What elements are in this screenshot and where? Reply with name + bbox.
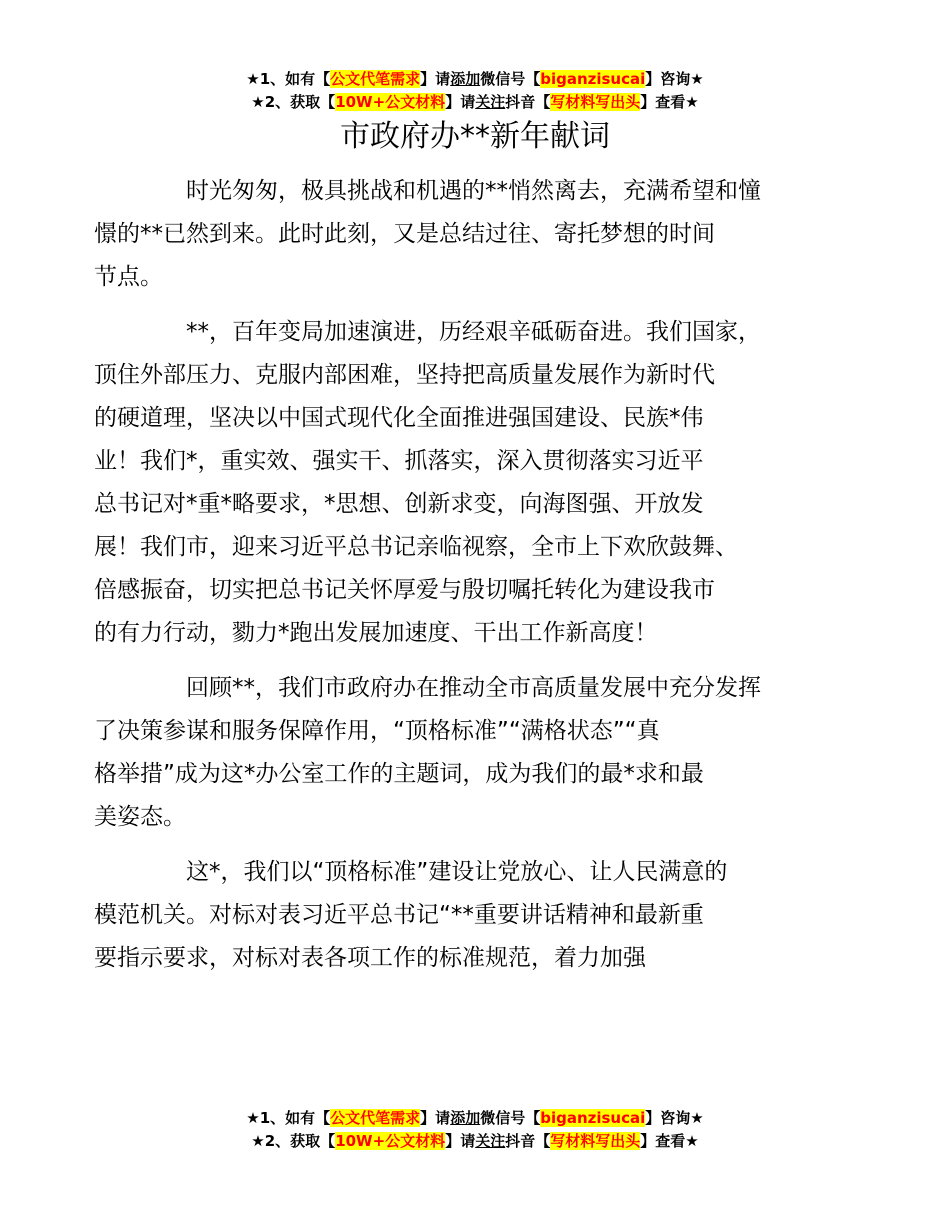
banner-text: ★2、获取【 bbox=[251, 1132, 336, 1150]
paragraph-line: 美姿态。 bbox=[94, 804, 186, 830]
banner-text: 】请 bbox=[445, 93, 476, 111]
banner-highlight: 写材料写出头 bbox=[550, 1132, 641, 1150]
banner-text: 抖音【 bbox=[505, 93, 551, 111]
banner-underlined-text: 关注 bbox=[475, 1132, 506, 1150]
paragraph-line: 总书记对*重*略要求，*思想、创新求变，向海图强、开放发 bbox=[94, 491, 704, 517]
banner-line-2 bbox=[0, 1130, 950, 1153]
banner-text: 】请 bbox=[420, 1109, 451, 1127]
paragraph-line: **，百年变局加速演进，历经艰辛砥砺奋进。我们国家， bbox=[186, 319, 761, 345]
banner-underlined-text: 关注 bbox=[475, 93, 506, 111]
banner-text: 】查看★ bbox=[640, 1132, 699, 1150]
paragraph-line: 的有力行动，勠力*跑出发展加速度、干出工作新高度！ bbox=[94, 620, 658, 646]
body-paragraph bbox=[94, 311, 812, 655]
paragraph-line: 业！我们*，重实效、强实干、抓落实，深入贯彻落实习近平 bbox=[94, 448, 704, 474]
banner-line-1 bbox=[0, 1107, 950, 1130]
paragraph-line: 倍感振奋，切实把总书记关怀厚爱与殷切嘱托转化为建设我市 bbox=[94, 577, 715, 603]
paragraph-line: 节点。 bbox=[94, 264, 163, 290]
banner-highlight: biganzisucai bbox=[540, 70, 646, 88]
paragraph-line: 顶住外部压力、克服内部困难，坚持把高质量发展作为新时代 bbox=[94, 362, 715, 388]
banner-text: 】咨询★ bbox=[645, 1109, 704, 1127]
body-paragraph bbox=[94, 667, 812, 839]
banner-text: 】查看★ bbox=[640, 93, 699, 111]
body-paragraph bbox=[94, 170, 812, 299]
banner-text: 微信号【 bbox=[480, 1109, 541, 1127]
body-paragraph bbox=[94, 851, 812, 980]
banner-highlight: 10W+公文材料 bbox=[335, 1132, 446, 1150]
paragraph-line: 的硬道理，坚决以中国式现代化全面推进强国建设、民族*伟 bbox=[94, 405, 704, 431]
document-body bbox=[94, 170, 812, 992]
banner-underlined-text: 添加 bbox=[450, 70, 481, 88]
paragraph-line: 格举措”成为这*办公室工作的主题词，成为我们的最*求和最 bbox=[94, 761, 704, 787]
paragraph-line: 这*，我们以“顶格标准”建设让党放心、让人民满意的 bbox=[186, 859, 728, 885]
banner-highlight: 公文代笔需求 bbox=[330, 70, 421, 88]
paragraph-line: 回顾**，我们市政府办在推动全市高质量发展中充分发挥 bbox=[186, 675, 761, 701]
banner-underlined-text: 添加 bbox=[450, 1109, 481, 1127]
banner-text: ★2、获取【 bbox=[251, 93, 336, 111]
banner-highlight: 10W+公文材料 bbox=[335, 93, 446, 111]
paragraph-line: 憬的**已然到来。此时此刻，又是总结过往、寄托梦想的时间 bbox=[94, 221, 715, 247]
paragraph-line: 时光匆匆，极具挑战和机遇的**悄然离去，充满希望和憧 bbox=[186, 178, 761, 204]
banner-highlight: 写材料写出头 bbox=[550, 93, 641, 111]
banner-highlight: 公文代笔需求 bbox=[330, 1109, 421, 1127]
banner-highlight: biganzisucai bbox=[540, 1109, 646, 1127]
paragraph-line: 要指示要求，对标对表各项工作的标准规范，着力加强 bbox=[94, 945, 646, 971]
banner-text: 】咨询★ bbox=[645, 70, 704, 88]
paragraph-line: 展！我们市，迎来习近平总书记亲临视察，全市上下欢欣鼓舞、 bbox=[94, 534, 738, 560]
banner-text: ★1、如有【 bbox=[246, 70, 331, 88]
banner-text: 微信号【 bbox=[480, 70, 541, 88]
paragraph-line: 模范机关。对标对表习近平总书记“**重要讲话精神和最新重 bbox=[94, 902, 704, 928]
banner-line-2 bbox=[0, 91, 950, 114]
banner-text: 抖音【 bbox=[505, 1132, 551, 1150]
banner-text: ★1、如有【 bbox=[246, 1109, 331, 1127]
top-promo-banner bbox=[0, 68, 950, 114]
banner-text: 】请 bbox=[445, 1132, 476, 1150]
paragraph-line: 了决策参谋和服务保障作用，“顶格标准”“满格状态”“真 bbox=[94, 718, 660, 744]
banner-text: 】请 bbox=[420, 70, 451, 88]
banner-line-1 bbox=[0, 68, 950, 91]
document-title: 市政府办**新年献词 bbox=[340, 119, 610, 154]
bottom-promo-banner bbox=[0, 1107, 950, 1153]
